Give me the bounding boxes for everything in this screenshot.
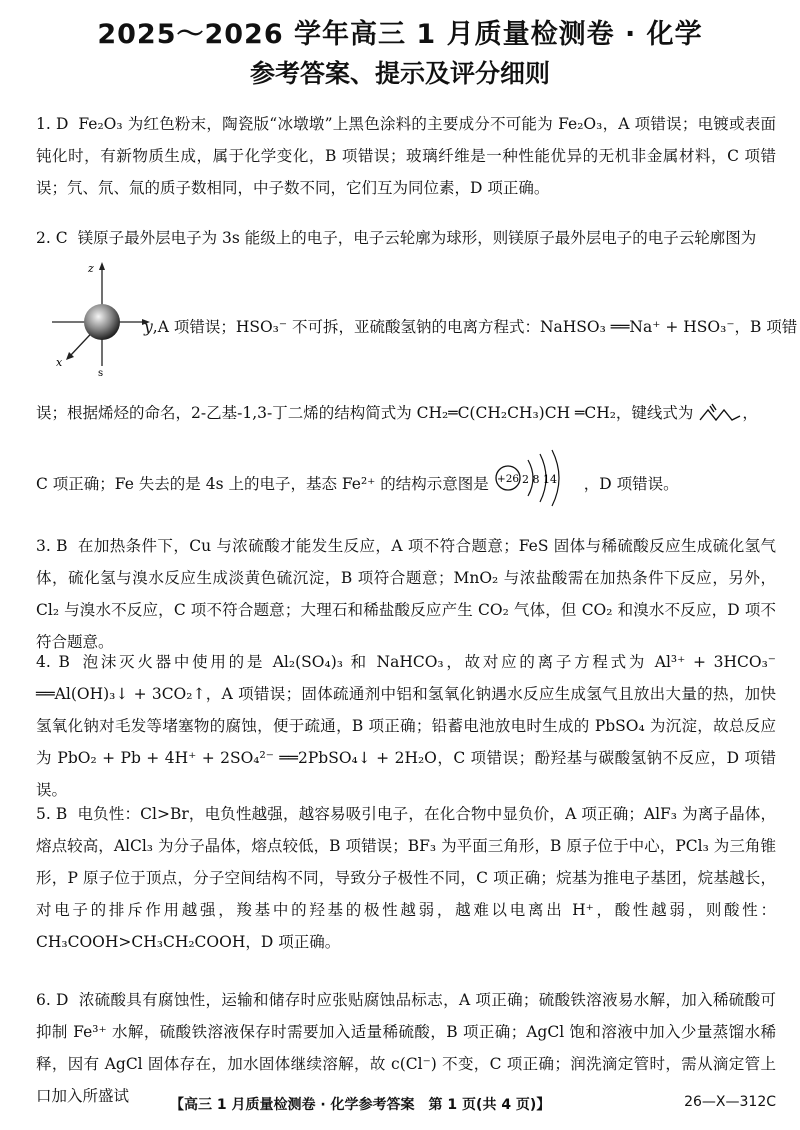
question-2-atom-row <box>36 258 798 378</box>
question-number: 5. B <box>36 805 68 823</box>
question-2-line3 <box>36 397 776 429</box>
question-number: 2. C <box>36 229 68 247</box>
y-label: y <box>144 318 153 336</box>
answer-text: 泡沫灭火器中使用的是 Al₂(SO₄)₃ 和 NaHCO₃，故对应的离子方程式为 Al³⁺ + 3HCO₃⁻ ══Al(OH)₃↓ + 3CO₂↑，A 项错误；固体疏通剂中铝和氢氧化钠遇水反应生成氢气且放出大量的热，加快氢氧化钠对毛发等堵塞物的腐蚀，便于疏通，B 项正确；铅蓄电池放电时生成的 PbSO₄ 为沉淀，故总反应为 PbO₂ + Pb + 4H⁺ + 2SO₄²⁻ ══2PbSO₄↓ + 2H₂O，C 项错误；酚羟基与碳酸氢钠不反应，D 项错误。 <box>36 653 776 799</box>
fe2-structure-diagram <box>494 448 584 508</box>
question-number: 3. B <box>36 537 68 555</box>
nucleus-label: +26 <box>496 473 519 485</box>
answer-text: 电负性：Cl>Br，电负性越强，越容易吸引电子，在化合物中显负价，A 项正确；AlF₃ 为离子晶体，熔点较高，AlCl₃ 为分子晶体，熔点较低，B 项错误；BF₃ 为平面三角形，B 原子位于中心，PCl₃ 为三角锥形，P 原子位于顶点，分子空间结构不同，导致分子极性不同，C 项正确；烷基为推电子基团，烷基越长，对电子的排斥作用越强，羧基中的羟基的极性越弱，越难以电离出 H⁺，酸性越弱，则酸性：CH₃COOH>CH₃CH₂COOH，D 项正确。 <box>36 805 776 951</box>
answer-text-end: ， <box>742 404 758 422</box>
answer-text: 镁原子最外层电子为 3s 能级上的电子，电子云轮廓为球形，则镁原子最外层电子的电子云轮廓图为 <box>77 229 757 247</box>
answer-text: ,A 项错误；HSO₃⁻ 不可拆，亚硫酸氢钠的电离方程式：NaHSO₃ ══Na⁺ + HSO₃⁻，B 项错 <box>152 318 798 336</box>
x-label: x <box>56 356 63 369</box>
question-number: 4. B <box>36 653 70 671</box>
question-2-line4 <box>36 462 776 522</box>
question-2-line2 <box>144 311 797 343</box>
answer-text: 在加热条件下，Cu 与浓硫酸才能发生反应，A 项不符合题意；FeS 固体与稀硫酸反应生成硫化氢气体，硫化氢与溴水反应生成淡黄色硫沉淀，B 项符合题意；MnO₂ 与浓盐酸需在加热条件下反应，另外，Cl₂ 与溴水不反应，C 项不符合题意；大理石和稀盐酸反应产生 CO₂ 气体，但 CO₂ 和溴水不反应，D 项不符合题意。 <box>36 537 776 651</box>
page-subtitle: 参考答案、提示及评分细则 <box>249 59 550 88</box>
answer-text: C 项正确；Fe 失去的是 4s 上的电子，基态 Fe²⁺ 的结构示意图是 <box>36 475 489 493</box>
question-5 <box>36 798 776 958</box>
page-title: 2025～2026 学年高三 1 月质量检测卷 · 化学 <box>97 19 703 50</box>
footer-page-info: 【高三 1 月质量检测卷 · 化学参考答案 第 1 页(共 4 页)】 <box>170 1097 551 1113</box>
answer-text: 误；根据烯烃的命名，2-乙基-1,3-丁二烯的结构简式为 CH₂═C(CH₂CH₃)CH ═CH₂，键线式为 <box>36 404 694 422</box>
question-1 <box>36 108 776 204</box>
z-label: z <box>88 262 94 275</box>
question-6 <box>36 984 776 1112</box>
answer-text: ，D 项错误。 <box>583 475 679 493</box>
question-number: 6. D <box>36 991 69 1009</box>
question-number: 1. D <box>36 115 69 133</box>
question-3 <box>36 530 776 658</box>
skeletal-formula-icon <box>698 402 742 426</box>
question-2-line1 <box>36 222 776 254</box>
shell-electrons: 2 8 14 <box>521 473 557 486</box>
answer-text: Fe₂O₃ 为红色粉末，陶瓷版“冰墩墩”上黑色涂料的主要成分不可能为 Fe₂O₃，A 项错误；电镀或表面钝化时，有新物质生成，属于化学变化，B 项错误；玻璃纤维是一种性能优异的无机非金属材料，C 项错误；氕、氘、氚的质子数相同，中子数不同，它们互为同位素，D 项正确。 <box>36 115 776 197</box>
z-arrow-icon <box>99 262 105 270</box>
footer-code: 26—X—312C <box>684 1094 776 1110</box>
s-label: s <box>98 368 104 376</box>
answer-text: 浓硫酸具有腐蚀性，运输和储存时应张贴腐蚀品标志，A 项正确；硫酸铁溶液易水解，加入稀硫酸可抑制 Fe³⁺ 水解，硫酸铁溶液保存时需要加入适量稀硫酸，B 项正确；AgCl 饱和溶液中加入少量蒸馏水稀释，因有 AgCl 固体存在，加水固体继续溶解，故 c(Cl⁻) 不变，C 项正确；润洗滴定管时，需从滴定管上口加入所盛试 <box>36 991 776 1105</box>
question-4 <box>36 646 776 806</box>
s-orbital-sphere <box>84 304 120 340</box>
